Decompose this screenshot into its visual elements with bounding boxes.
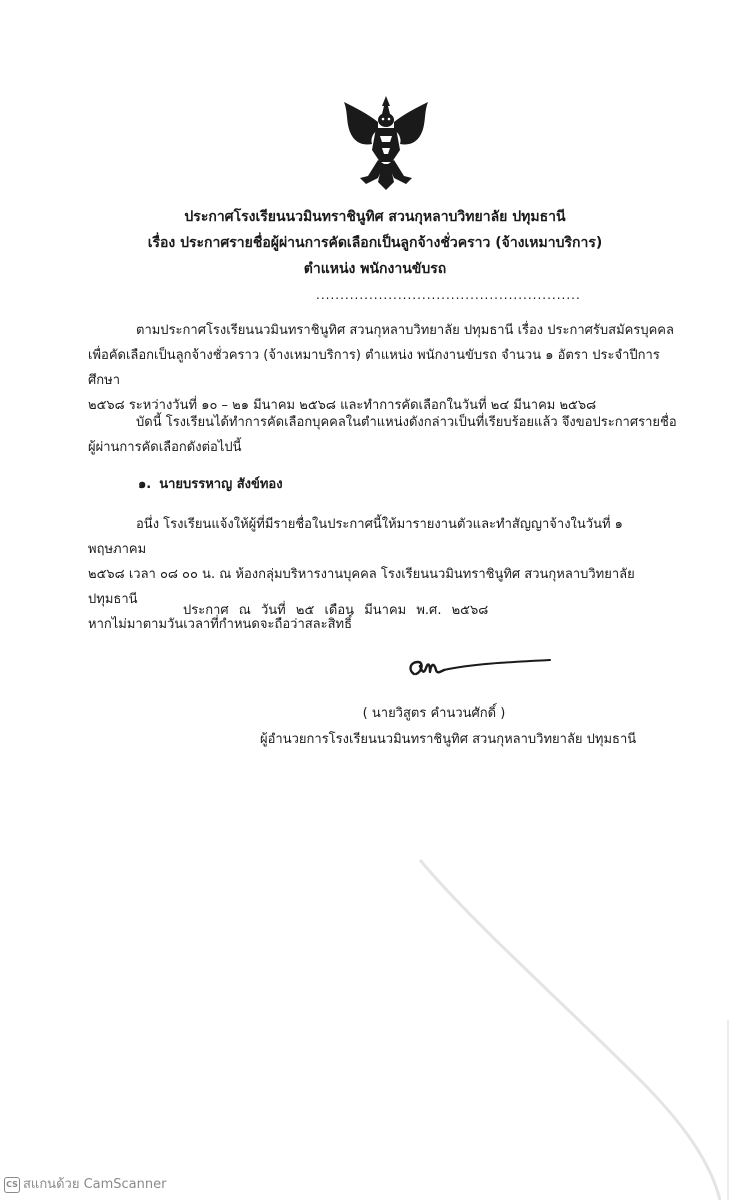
scanner-text: สแกนด้วย CamScanner	[23, 1177, 167, 1192]
month-label: เดือน	[324, 603, 355, 618]
announcement-subject: เรื่อง ประกาศรายชื่อผู้ผ่านการคัดเลือกเป็นลูกจ้างชั่วคราว (จ้างเหมาบริการ)	[147, 235, 603, 251]
paragraph-result	[88, 410, 680, 460]
selected-candidate	[138, 474, 283, 496]
camscanner-icon: CS	[4, 1177, 20, 1193]
scanner-watermark	[4, 1176, 166, 1194]
paragraph-line: บัดนี้ โรงเรียนได้ทำการคัดเลือกบุคคลในตำแหน่งดังกล่าวเป็นที่เรียบร้อยแล้ว จึงขอประกาศรายชื่อ	[136, 415, 677, 430]
paragraph-reference	[88, 318, 680, 418]
dotted-divider: .......................................................	[316, 288, 581, 302]
announcement-title: ประกาศโรงเรียนนวมินทราชินูทิศ สวนกุหลาบวิทยาลัย ปทุมธานี	[184, 209, 566, 225]
paragraph-line: ๒๕๖๘ เวลา ๐๘ ๐๐ น. ณ ห้องกลุ่มบริหารงานบุคคล โรงเรียนนวมินทราชินูทิศ สวนกุหลาบวิทยาลัย ปทุมธานี	[88, 567, 635, 607]
announcement-date	[183, 600, 494, 622]
signer-name: ( นายวิสูตร คำนวนศักดิ์ )	[362, 706, 506, 721]
day-value: ๒๕	[295, 603, 315, 618]
paragraph-line: ผู้ผ่านการคัดเลือกดังต่อไปนี้	[88, 440, 242, 455]
signer-title: ผู้อำนวยการโรงเรียนนวมินทราชินูทิศ สวนกุหลาบวิทยาลัย ปทุมธานี	[260, 732, 637, 747]
year-value: ๒๕๖๘	[451, 603, 489, 618]
paragraph-line: หากไม่มาตามวันเวลาที่กำหนดจะถือว่าสละสิทธิ์	[88, 617, 353, 632]
announce-prefix: ประกาศ	[183, 603, 229, 618]
candidate-name: นายบรรหาญ สังข์ทอง	[159, 477, 283, 492]
position-title: ตำแหน่ง พนักงานขับรถ	[303, 261, 447, 277]
paragraph-line: ตามประกาศโรงเรียนนวมินทราชินูทิศ สวนกุหลาบวิทยาลัย ปทุมธานี เรื่อง ประกาศรับสมัครบุคคล	[136, 323, 674, 338]
candidate-number: ๑.	[138, 477, 152, 492]
paragraph-line: เพื่อคัดเลือกเป็นลูกจ้างชั่วคราว (จ้างเหมาบริการ) ตำแหน่ง พนักงานขับรถ จำนวน ๑ อัตรา ประจำปีการศึกษา	[88, 348, 660, 388]
announce-at: ณ	[238, 603, 251, 618]
paragraph-line: ๒๕๖๘ ระหว่างวันที่ ๑๐ – ๒๑ มีนาคม ๒๕๖๘ และทำการคัดเลือกในวันที่ ๒๔ มีนาคม ๒๕๖๘	[88, 398, 597, 413]
day-label: วันที่	[260, 603, 286, 618]
paragraph-line: อนึ่ง โรงเรียนแจ้งให้ผู้ที่มีรายชื่อในประกาศนี้ให้มารายงานตัวและทำสัญญาจ้างในวันที่ ๑ พฤษภาคม	[88, 517, 623, 557]
year-label: พ.ศ.	[416, 603, 442, 618]
signature	[400, 650, 560, 686]
month-value: มีนาคม	[364, 603, 407, 618]
garuda-emblem	[338, 92, 434, 192]
